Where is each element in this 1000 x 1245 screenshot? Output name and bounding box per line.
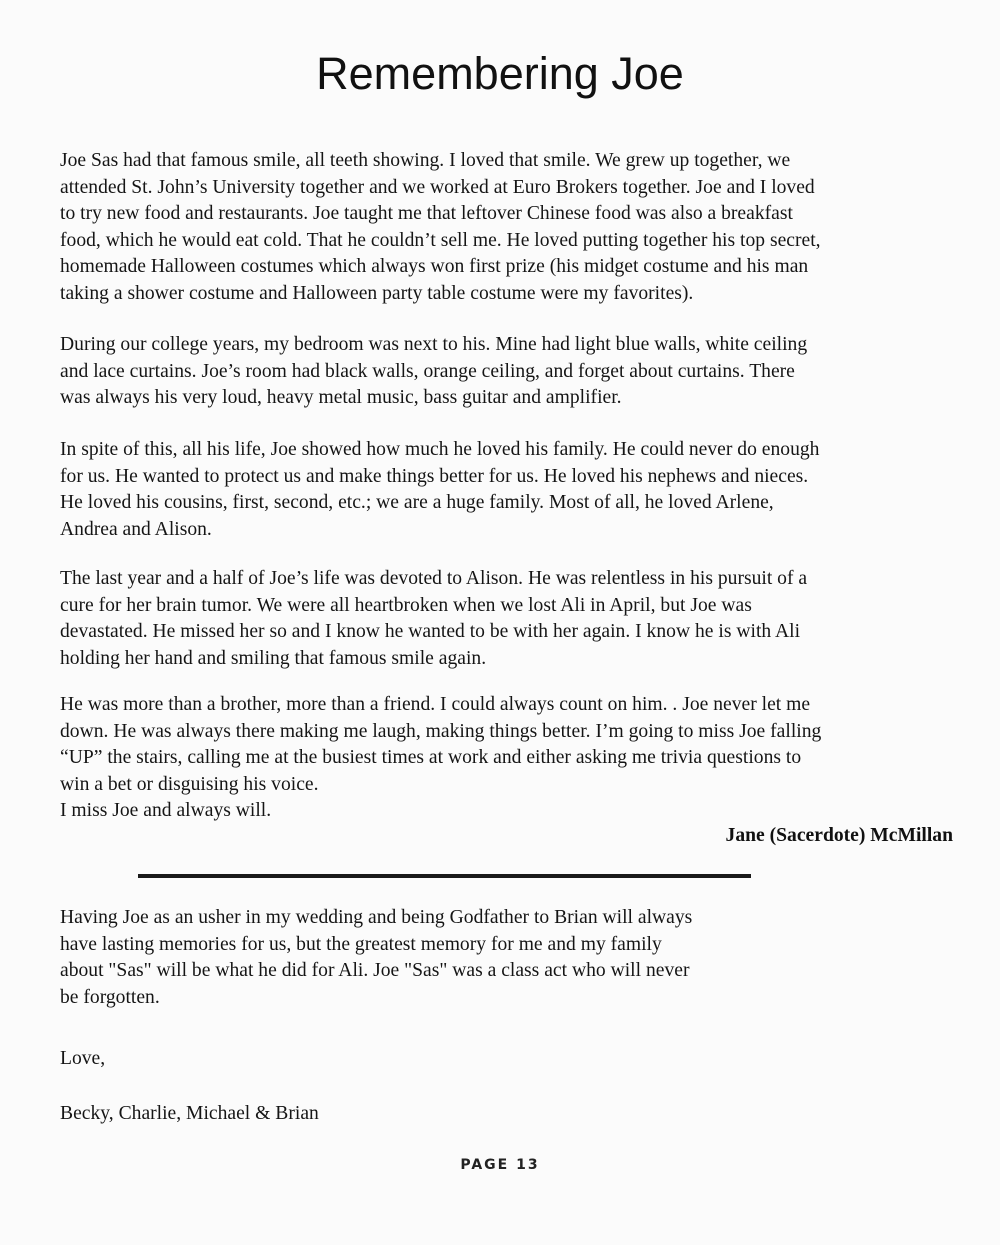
section-divider xyxy=(138,874,751,878)
text-line: “UP” the stairs, calling me at the busiest times at work and either asking me trivia questions to xyxy=(60,747,802,768)
text-line: In spite of this, all his life, Joe showed how much he loved his family. He could never do enough xyxy=(60,439,820,460)
text-line: food, which he would eat cold. That he couldn’t sell me. He loved putting together his top secret, xyxy=(60,229,821,251)
text-line: Andrea and Alison. xyxy=(60,518,212,540)
paragraph-brother xyxy=(60,692,960,825)
text-line: for us. He wanted to protect us and make things better for us. He loved his nephews and nieces. xyxy=(60,465,809,487)
text-line: holding her hand and smiling that famous smile again. xyxy=(60,647,487,669)
page-number: PAGE 13 xyxy=(460,1157,540,1173)
paragraph-smile xyxy=(60,148,960,307)
text-line: I miss Joe and always will. xyxy=(60,800,272,821)
text-line: and lace curtains. Joe’s room had black walls, orange ceiling, and forget about curtains. There xyxy=(60,360,795,382)
page-title: Remembering Joe xyxy=(316,48,684,99)
author-signature: Jane (Sacerdote) McMillan xyxy=(725,825,953,846)
letter-closing: Love, xyxy=(60,1048,106,1069)
text-line: win a bet or disguising his voice. xyxy=(60,773,319,795)
letter-signers: Becky, Charlie, Michael & Brian xyxy=(60,1103,319,1124)
text-line: attended St. John’s University together and we worked at Euro Brokers together. Joe and I loved xyxy=(60,176,815,198)
text-line: about "Sas" will be what he did for Ali. Joe "Sas" was a class act who will never xyxy=(60,960,690,981)
text-line: Having Joe as an usher in my wedding and being Godfather to Brian will always xyxy=(60,907,693,928)
text-line: devastated. He missed her so and I know he wanted to be with her again. I know he is with Ali xyxy=(60,621,801,642)
text-line: He was more than a brother, more than a friend. I could always count on him. . Joe never let me xyxy=(60,694,811,715)
text-line: The last year and a half of Joe’s life was devoted to Alison. He was relentless in his pursuit of a xyxy=(60,568,808,589)
text-line: During our college years, my bedroom was next to his. Mine had light blue walls, white ceiling xyxy=(60,334,808,355)
text-line: taking a shower costume and Halloween party table costume were my favorites). xyxy=(60,282,694,304)
paragraph-family xyxy=(60,437,960,543)
text-line: Joe Sas had that famous smile, all teeth showing. I loved that smile. We grew up together, we xyxy=(60,150,791,171)
text-line: to try new food and restaurants. Joe taught me that leftover Chinese food was also a breakfast xyxy=(60,203,793,224)
paragraph-college xyxy=(60,332,960,412)
paragraph-alison xyxy=(60,566,960,672)
paragraph-second-letter xyxy=(60,905,920,1011)
text-line: cure for her brain tumor. We were all heartbroken when we lost Ali in April, but Joe was xyxy=(60,594,752,616)
text-line: down. He was always there making me laugh, making things better. I’m going to miss Joe falling xyxy=(60,720,822,742)
text-line: homemade Halloween costumes which always won first prize (his midget costume and his man xyxy=(60,256,809,277)
text-line: be forgotten. xyxy=(60,986,160,1008)
text-line: was always his very loud, heavy metal music, bass guitar and amplifier. xyxy=(60,387,622,408)
text-line: have lasting memories for us, but the greatest memory for me and my family xyxy=(60,933,662,955)
text-line: He loved his cousins, first, second, etc.; we are a huge family. Most of all, he loved Arlene, xyxy=(60,492,774,513)
